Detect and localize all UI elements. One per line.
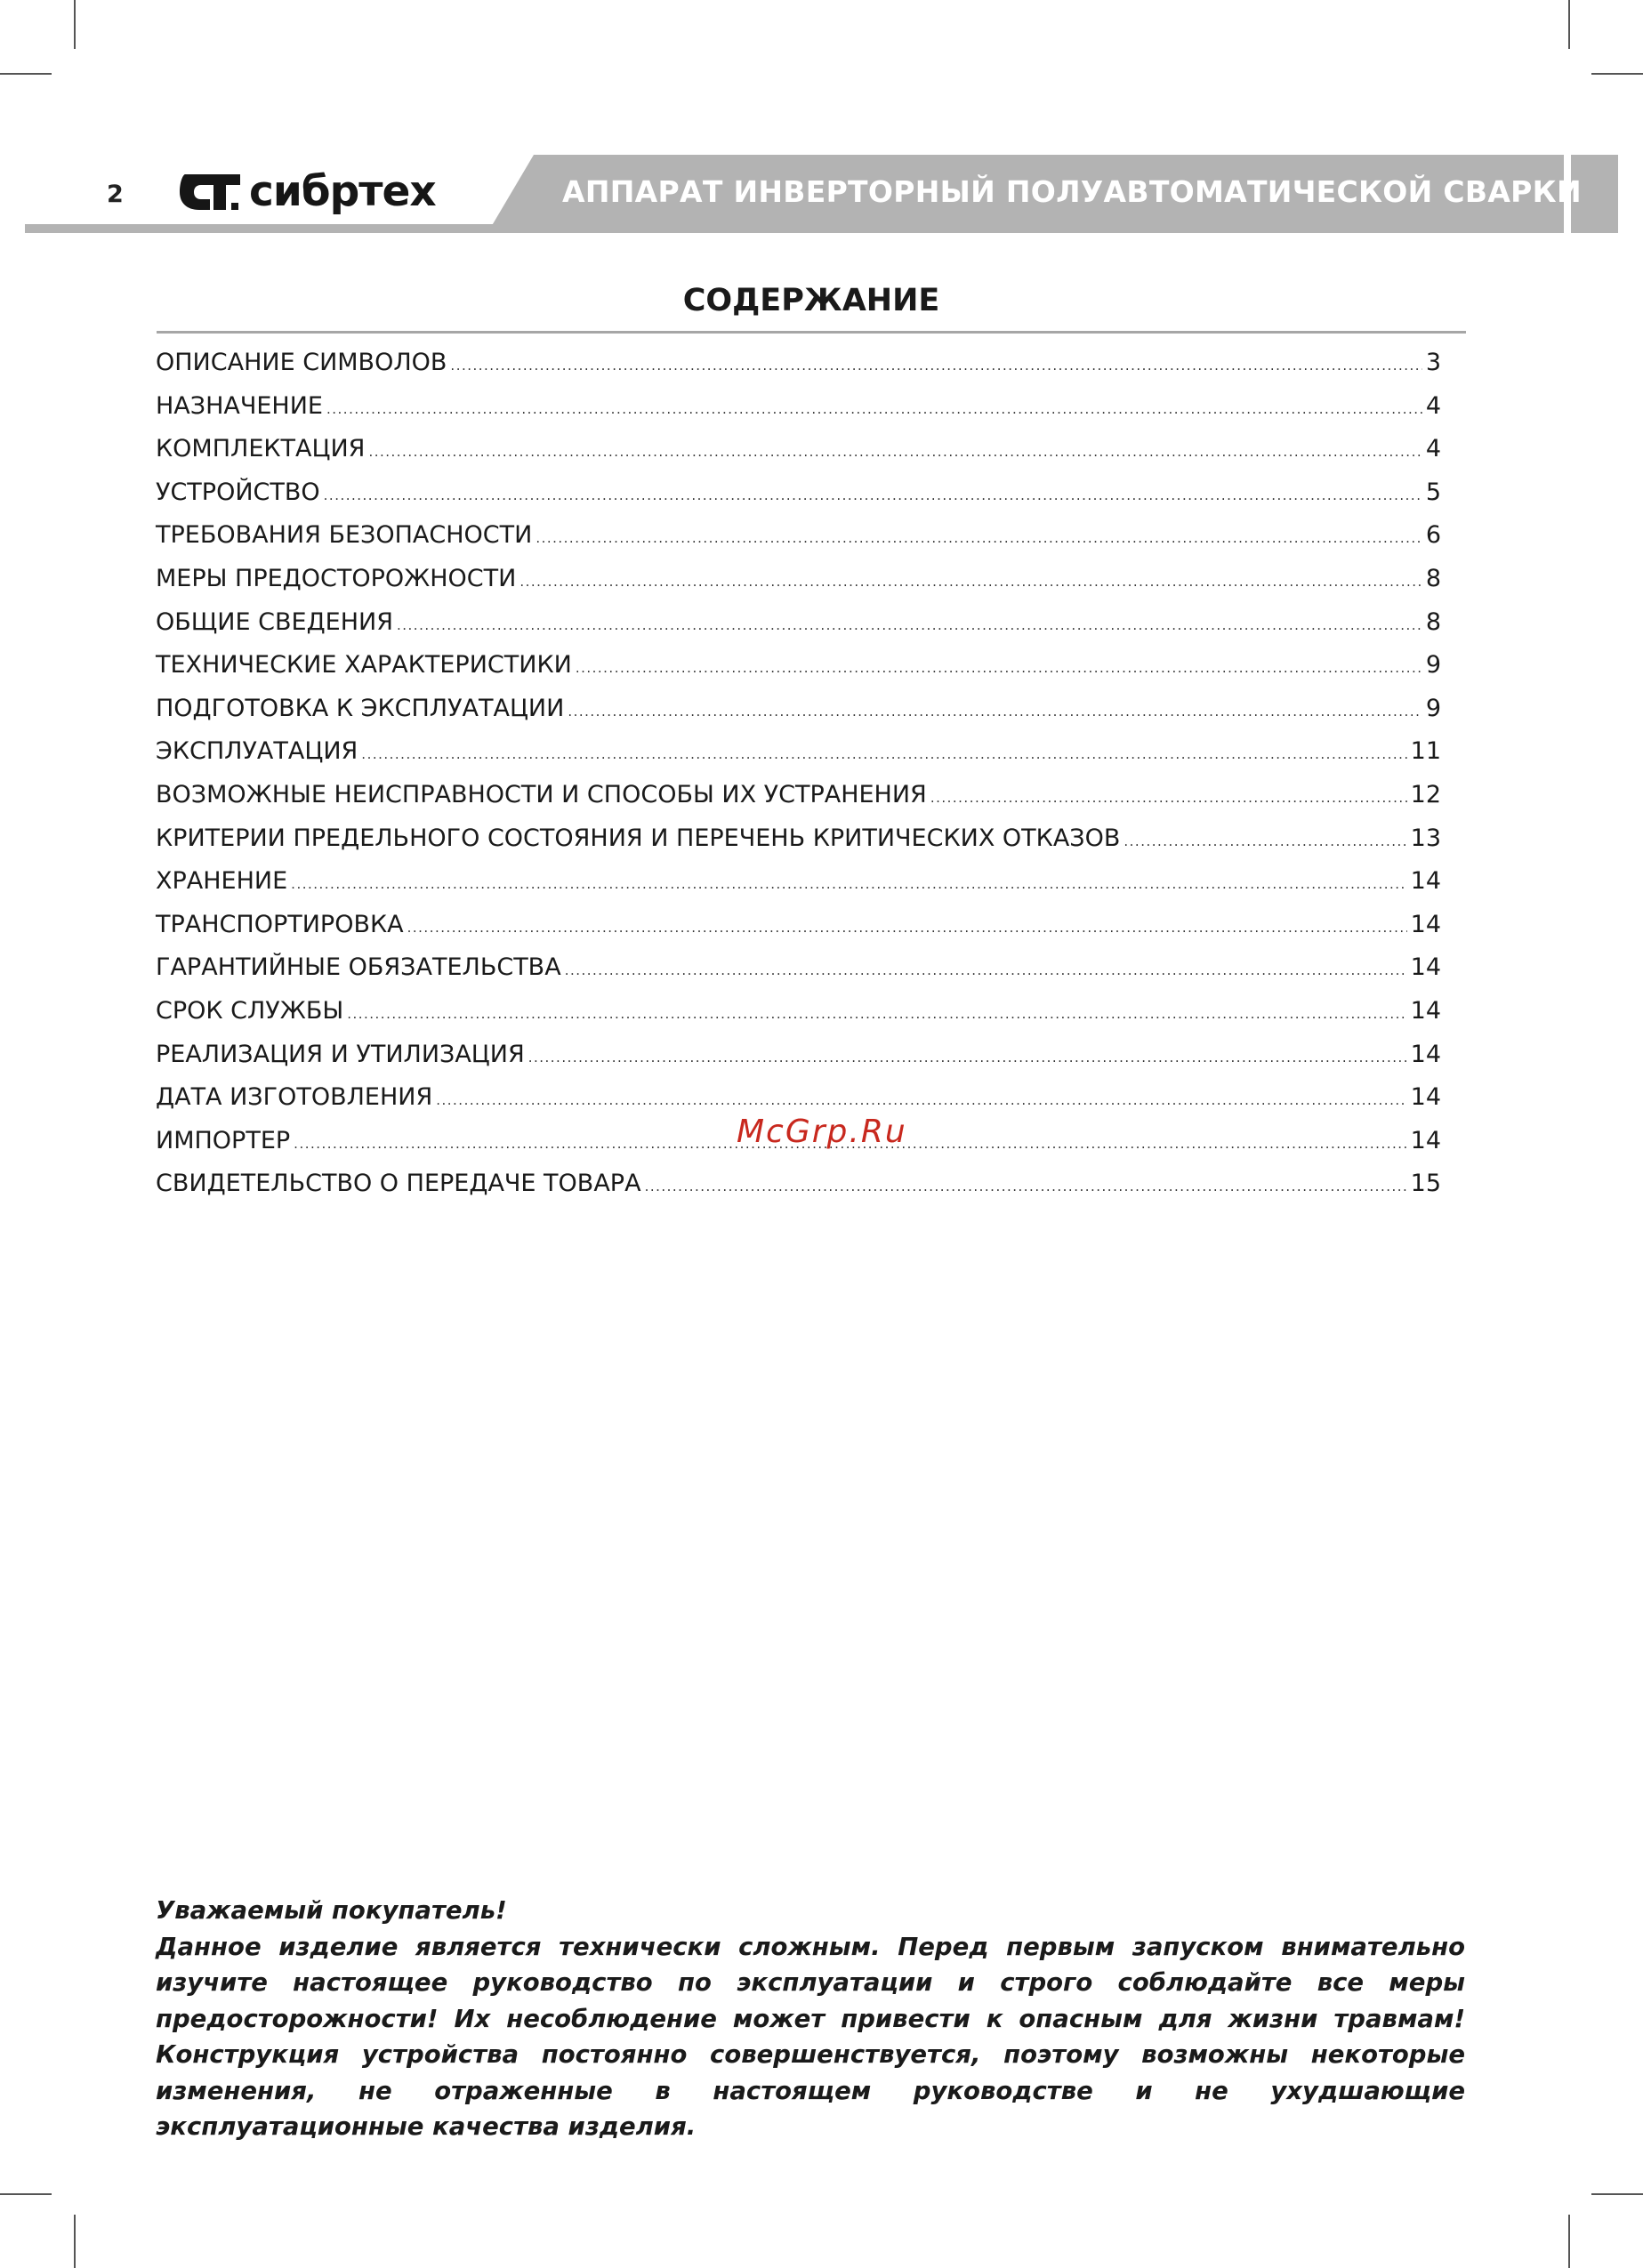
toc-entry-label: ХРАНЕНИЕ xyxy=(156,867,288,896)
toc-entry-label: ОБЩИЕ СВЕДЕНИЯ xyxy=(156,607,393,636)
toc-entry-leader xyxy=(645,1178,1407,1194)
toc-list xyxy=(156,349,1441,1213)
toc-entry-label: СВИДЕТЕЛЬСТВО О ПЕРЕДАЧЕ ТОВАРА xyxy=(156,1170,641,1198)
toc-entry-label: ГАРАНТИЙНЫЕ ОБЯЗАТЕЛЬСТВА xyxy=(156,953,561,982)
toc-entry-label: ВОЗМОЖНЫЕ НЕИСПРАВНОСТИ И СПОСОБЫ ИХ УСТРАНЕНИЯ xyxy=(156,780,927,808)
toc-entry-page: 8 xyxy=(1425,564,1441,592)
toc-title: СОДЕРЖАНИЕ xyxy=(682,283,940,318)
toc-entry[interactable] xyxy=(156,521,1441,565)
toc-entry-label: ТРАНСПОРТИРОВКА xyxy=(156,910,404,938)
toc-entry-page: 14 xyxy=(1410,1083,1441,1112)
toc-entry-leader xyxy=(397,617,1422,633)
toc-divider xyxy=(157,331,1466,334)
toc-entry-label: УСТРОЙСТВО xyxy=(156,478,320,506)
toc-entry-leader xyxy=(930,790,1407,806)
toc-entry[interactable] xyxy=(156,867,1441,911)
toc-entry-label: ДАТА ИЗГОТОВЛЕНИЯ xyxy=(156,1083,433,1112)
toc-entry-leader xyxy=(1124,833,1406,849)
toc-entry-page: 14 xyxy=(1410,953,1441,982)
toc-entry-page: 15 xyxy=(1410,1170,1441,1198)
toc-entry-leader xyxy=(361,746,1406,762)
toc-entry-page: 4 xyxy=(1425,435,1441,463)
toc-entry[interactable] xyxy=(156,479,1441,522)
toc-entry-label: ОПИСАНИЕ СИМВОЛОВ xyxy=(156,349,447,376)
page-number: 2 xyxy=(107,181,124,208)
toc-entry-label: СРОК СЛУЖБЫ xyxy=(156,996,344,1025)
notice-body: Данное изделие является технически сложным. Перед первым запуском внимательно изучите настоящее руководство по эксплуатации и строго соблюдайте все меры предосторожности! Их несоблюдение может привести к опасным для жизни травмам! Конструкция устройства постоянно совершенствуется, поэтому возможны некоторые изменения, не отраженные в настоящем руководстве и не ухудшающие эксплуатационные качества изделия. xyxy=(156,1932,1465,2141)
brand-mark-icon xyxy=(174,165,249,219)
toc-entry-leader xyxy=(519,574,1422,590)
toc-entry[interactable] xyxy=(156,435,1441,479)
crop-mark-bottom-left-horizontal xyxy=(0,2193,52,2195)
crop-mark-top-right-horizontal xyxy=(1591,73,1643,75)
toc-entry-label: ПОДГОТОВКА К ЭКСПЛУАТАЦИИ xyxy=(156,694,565,722)
toc-entry-label: КОМПЛЕКТАЦИЯ xyxy=(156,435,366,463)
toc-entry[interactable] xyxy=(156,651,1441,695)
toc-entry-page: 11 xyxy=(1410,737,1441,766)
toc-entry-page: 8 xyxy=(1425,607,1441,636)
toc-entry-page: 14 xyxy=(1410,867,1441,896)
toc-entry[interactable] xyxy=(156,737,1441,781)
toc-entry-page: 14 xyxy=(1410,910,1441,938)
toc-entry-label: ТРЕБОВАНИЯ БЕЗОПАСНОСТИ xyxy=(156,521,533,550)
toc-entry[interactable] xyxy=(156,997,1441,1041)
toc-entry-leader xyxy=(576,660,1422,676)
toc-entry-page: 6 xyxy=(1425,521,1441,550)
toc-entry-label: ТЕХНИЧЕСКИЕ ХАРАКТЕРИСТИКИ xyxy=(156,651,572,680)
notice-greeting: Уважаемый покупатель! xyxy=(156,1896,507,1925)
toc-entry-label: ИМПОРТЕР xyxy=(156,1126,291,1154)
toc-entry[interactable] xyxy=(156,392,1441,436)
crop-mark-top-right-vertical xyxy=(1568,0,1570,49)
toc-entry-leader xyxy=(568,704,1422,720)
toc-entry[interactable] xyxy=(156,695,1441,738)
toc-entry-page: 12 xyxy=(1410,780,1441,808)
toc-entry-leader xyxy=(324,487,1422,503)
toc-entry[interactable] xyxy=(156,1041,1441,1084)
crop-mark-top-left-horizontal xyxy=(0,73,52,75)
toc-entry-label: КРИТЕРИИ ПРЕДЕЛЬНОГО СОСТОЯНИЯ И ПЕРЕЧЕНЬ КРИТИЧЕСКИХ ОТКАЗОВ xyxy=(156,824,1121,852)
toc-entry[interactable] xyxy=(156,608,1441,652)
toc-entry-page: 14 xyxy=(1410,996,1441,1025)
toc-entry-leader xyxy=(450,358,1422,374)
brand-logo xyxy=(174,165,459,219)
toc-entry[interactable] xyxy=(156,781,1441,824)
toc-entry-page: 13 xyxy=(1410,824,1441,852)
toc-entry-label: НАЗНАЧЕНИЕ xyxy=(156,391,323,420)
toc-entry-leader xyxy=(528,1050,1407,1066)
crop-mark-top-left-vertical xyxy=(74,0,76,49)
crop-mark-bottom-right-vertical xyxy=(1568,2215,1570,2268)
customer-notice xyxy=(156,1893,1465,2145)
toc-entry-label: РЕАЛИЗАЦИЯ И УТИЛИЗАЦИЯ xyxy=(156,1040,525,1068)
toc-entry-leader xyxy=(565,962,1407,978)
toc-entry[interactable] xyxy=(156,565,1441,608)
brand-name: сибртех xyxy=(249,167,436,216)
toc-entry-page: 4 xyxy=(1425,391,1441,420)
crop-mark-bottom-right-horizontal xyxy=(1591,2193,1643,2195)
toc-entry-page: 14 xyxy=(1410,1126,1441,1154)
toc-entry-leader xyxy=(536,530,1422,546)
toc-entry-page: 9 xyxy=(1425,694,1441,722)
toc-entry-label: МЕРЫ ПРЕДОСТОРОЖНОСТИ xyxy=(156,564,517,592)
crop-mark-bottom-left-vertical xyxy=(74,2215,76,2268)
toc-entry[interactable] xyxy=(156,911,1441,954)
toc-entry[interactable] xyxy=(156,953,1441,997)
toc-entry[interactable] xyxy=(156,824,1441,868)
toc-entry-leader xyxy=(407,920,1407,936)
toc-entry[interactable] xyxy=(156,349,1441,392)
toc-entry[interactable] xyxy=(156,1170,1441,1213)
toc-entry-label: ЭКСПЛУАТАЦИЯ xyxy=(156,737,358,766)
watermark: McGrp.Ru xyxy=(737,1114,907,1150)
toc-entry-page: 3 xyxy=(1425,349,1441,376)
toc-entry-leader xyxy=(291,876,1406,892)
toc-entry-page: 5 xyxy=(1425,478,1441,506)
toc-entry-page: 14 xyxy=(1410,1040,1441,1068)
toc-entry-page: 9 xyxy=(1425,651,1441,680)
toc-entry-leader xyxy=(347,1006,1406,1022)
toc-entry-leader xyxy=(368,444,1422,460)
document-title: АППАРАТ ИНВЕРТОРНЫЙ ПОЛУАВТОМАТИЧЕСКОЙ СВАРКИ xyxy=(562,174,1582,209)
toc-entry-leader xyxy=(436,1092,1406,1108)
toc-entry-leader xyxy=(326,401,1422,417)
